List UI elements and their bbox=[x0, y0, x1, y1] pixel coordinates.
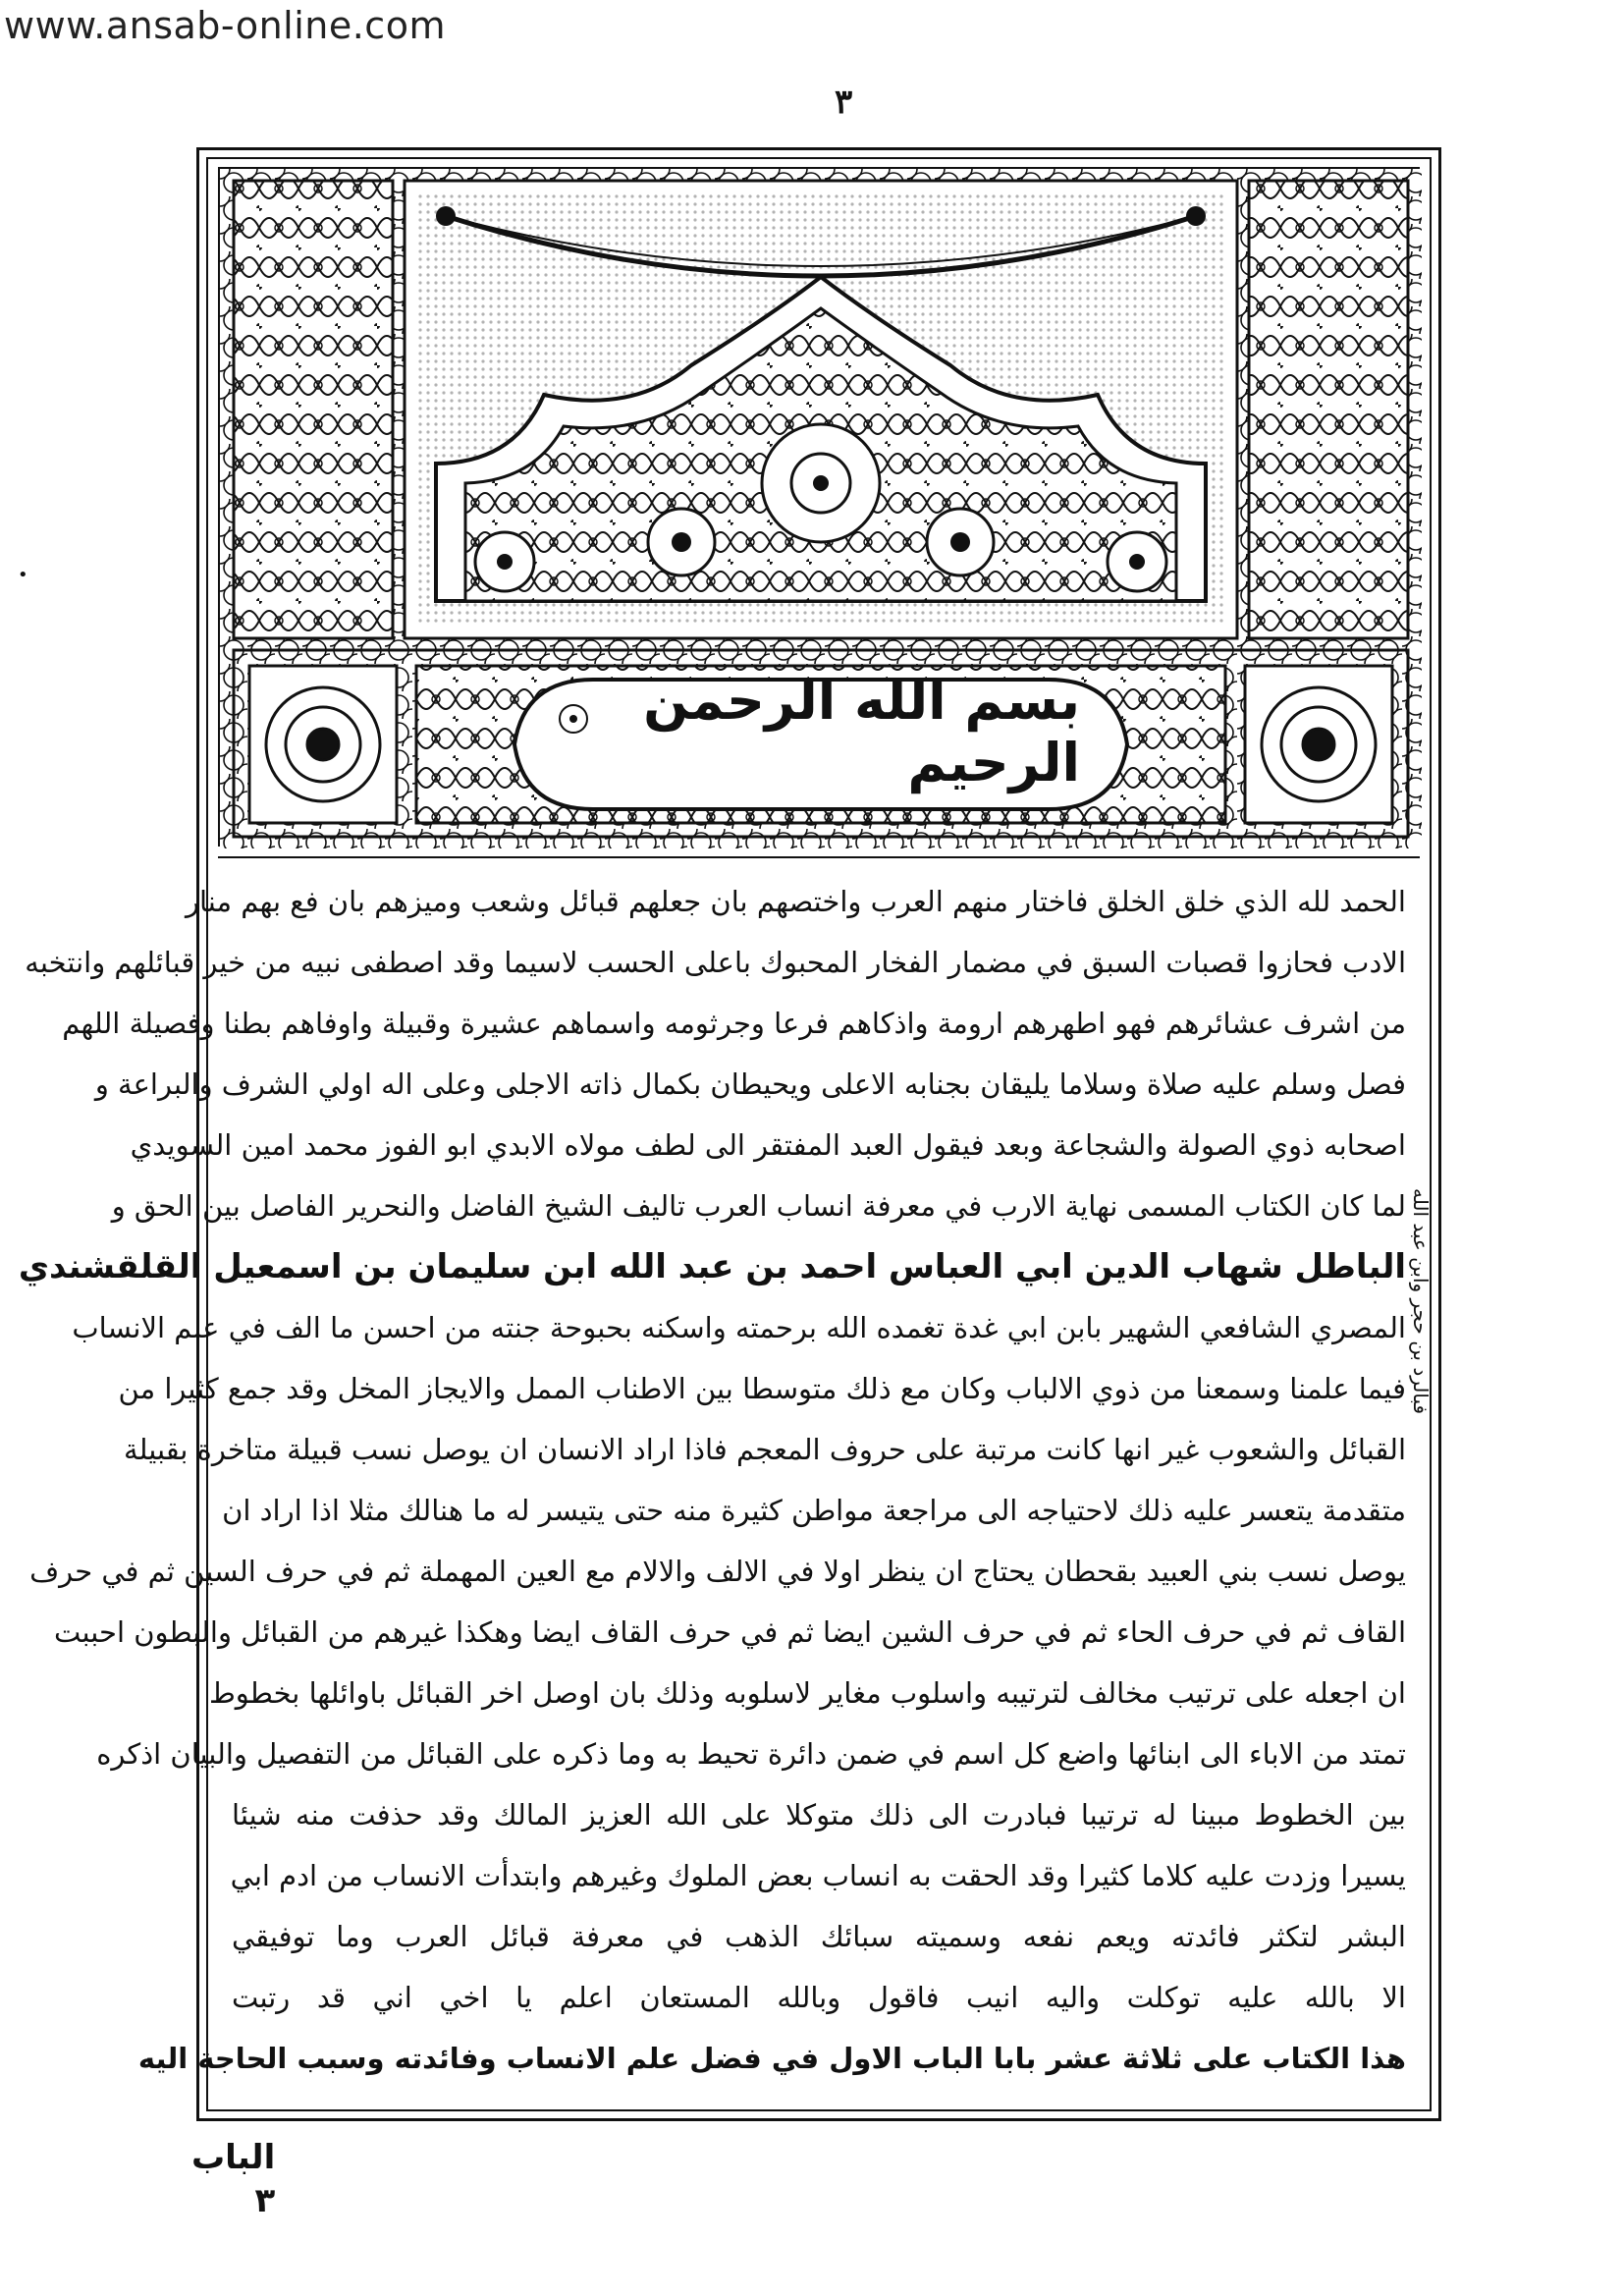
text-line: فيما علمنا وسمعنا من ذوي الالباب وكان مع ذلك متوسطا بين الاطناب الممل والايجاز المخل وقد جمع كثيرا من bbox=[118, 1372, 1406, 1405]
text-line: القبائل والشعوب غير انها كانت مرتبة على حروف المعجم فاذا اراد الانسان ان يوصل نسب قبيلة متاخرة بقبيلة bbox=[124, 1433, 1406, 1466]
text-line: تمتد من الاباء الى ابنائها واضع كل اسم في ضمن دائرة تحيط به وما ذكره على القبائل من التفصيل والبيان اذكره bbox=[96, 1737, 1406, 1771]
text-line: بين الخطوط مبينا له ترتيبا فبادرت الى ذلك متوكلا على الله العزيز المالك وقد حذفت منه شيئا bbox=[232, 1798, 1406, 1831]
text-line: الا بالله عليه توكلت واليه انيب فاقول وبالله المستعان اعلم يا اخي اني قد رتبت bbox=[232, 1981, 1406, 2014]
text-line: يسيرا وزدت عليه كلاما كثيرا وقد الحقت به انساب بعض الملوك وغيرهم وابتدأت الانساب من ادم ابي bbox=[230, 1859, 1406, 1892]
main-text-block bbox=[18, 856, 1420, 2107]
text-line: ان اجعله على ترتيب مخالف لترتيبه واسلوب مغاير لاسلوبه وذلك بان اوصل اخر القبائل باوائلها بخطوط bbox=[208, 1676, 1406, 1710]
text-line: القاف ثم في حرف الحاء ثم في حرف الشين ايضا ثم في حرف القاف ايضا وهكذا غيرهم من القبائل والبطون احببت bbox=[54, 1615, 1406, 1649]
text-line: المصري الشافعي الشهير بابن ابي غدة تغمده الله برحمته واسكنه بحبوحة جنته من احسن ما الف في علم الانساب bbox=[72, 1311, 1406, 1344]
margin-note: فبالرد بن حجر وابن عبد الله bbox=[1409, 1187, 1433, 1414]
page-number: ٣ bbox=[835, 82, 853, 122]
text-line: من اشرف عشائرهم فهو اطهرهم ارومة واذكاهم فرعا وجرثومه واسماهم عشيرة وقبيلة واوفاهم بطنا وفصيلة اللهم bbox=[62, 1007, 1406, 1040]
text-line: الادب فحازوا قصبات السبق في مضمار الفخار المحبوك باعلى الحسب لاسيما وقد اصطفى نبيه من خير قبائلهم وانتخبه bbox=[25, 946, 1406, 979]
footer-catchword bbox=[191, 2136, 275, 2222]
catchword-text: الباب bbox=[191, 2138, 276, 2177]
side-dot-mark: • bbox=[18, 565, 28, 585]
site-url: www.ansab-online.com bbox=[4, 4, 446, 47]
text-line: اصحابه ذوي الصولة والشجاعة وبعد فيقول العبد المفتقر الى لطف مولاه الابدي ابو الفوز محمد امين السويدي bbox=[130, 1128, 1406, 1162]
footer-number: ٣ bbox=[254, 2181, 276, 2220]
text-line: الحمد لله الذي خلق الخلق فاختار منهم العرب واختصهم بان جعلهم قبائل وشعب وميزهم بان فع بهم منار bbox=[185, 885, 1406, 918]
text-line: البشر لتكثر فائدته ويعم نفعه وسميته سبائك الذهب في معرفة قبائل العرب وما توفيقي bbox=[232, 1920, 1406, 1953]
text-line-chapter: هذا الكتاب على ثلاثة عشر بابا الباب الاول في فضل علم الانساب وفائدته وسبب الحاجة اليه bbox=[137, 2042, 1406, 2075]
basmala-text: بسم الله الرحمن الرحيم bbox=[643, 670, 1080, 793]
text-line: فصل وسلم عليه صلاة وسلاما يليقان بجنابه الاعلى ويحيطان بكمال ذاته الاجلى وعلى اله اولي الشرف والبراعة و bbox=[94, 1067, 1406, 1101]
text-line-author: الباطل شهاب الدين ابي العباس احمد بن عبد الله ابن سليمان بن اسمعيل القلقشندي bbox=[18, 1247, 1406, 1286]
left-floral-panel bbox=[234, 181, 393, 638]
text-line: يوصل نسب بني العبيد بقحطان يحتاج ان ينظر اولا في الالف والالام مع العين المهملة ثم في حرف السين ثم في حرف bbox=[29, 1555, 1406, 1588]
text-line: لما كان الكتاب المسمى نهاية الارب في معرفة انساب العرب تاليف الشيخ الفاضل والنحرير الفاصل بين الحق و bbox=[111, 1189, 1406, 1223]
right-floral-panel bbox=[1249, 181, 1408, 638]
text-line: متقدمة يتعسر عليه ذلك لاحتياجه الى مراجعة مواطن كثيرة منه حتى يتيسر له ما هنالك مثلا اذا اراد ان bbox=[222, 1494, 1406, 1527]
